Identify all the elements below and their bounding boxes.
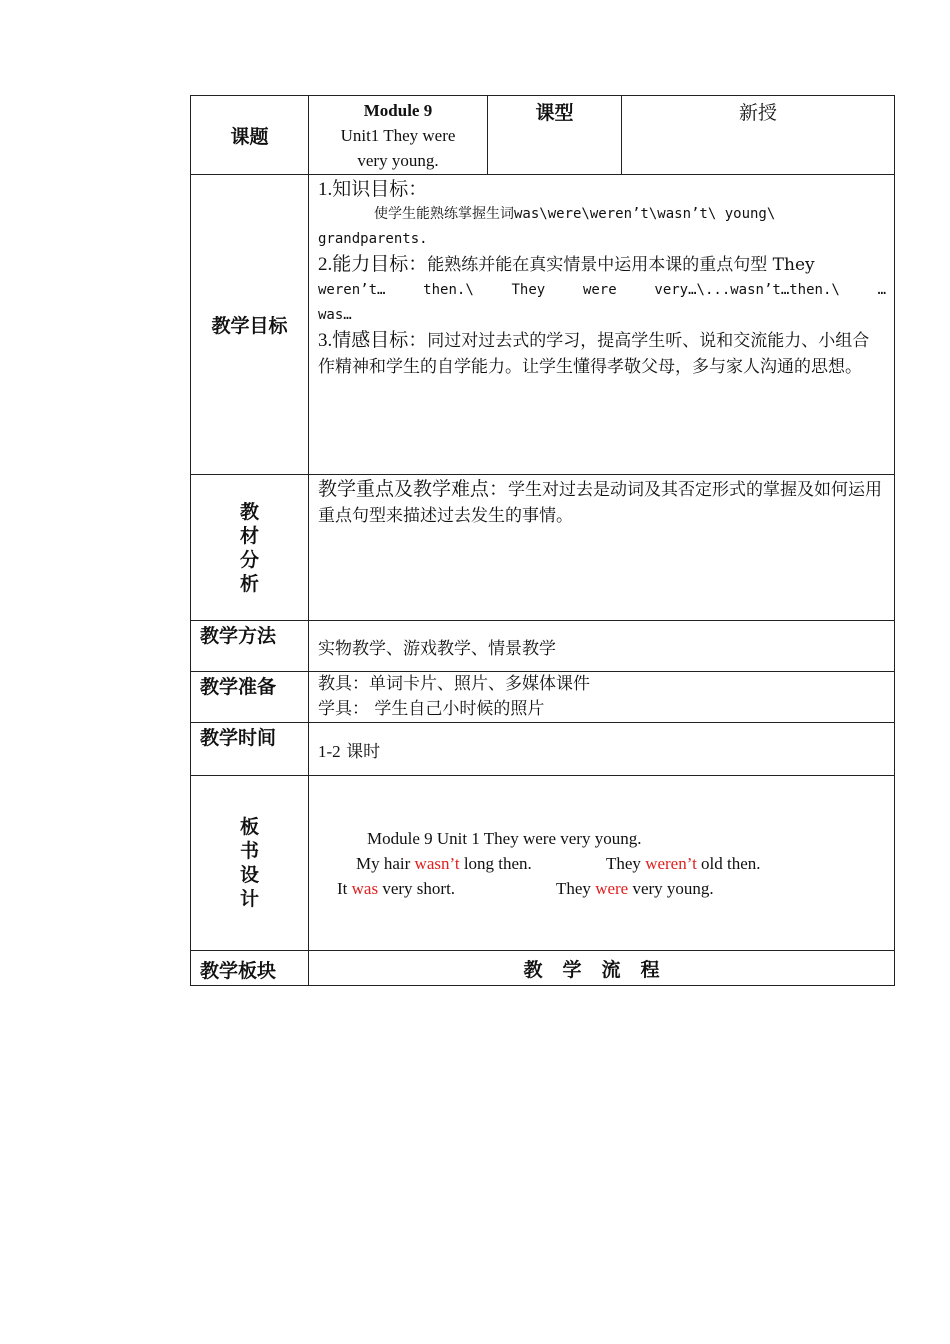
lesson-title (309, 96, 488, 175)
analysis-content (309, 475, 895, 621)
prep-teacher-tools: 教具：单词卡片、照片、多媒体课件 (318, 674, 590, 694)
time-label: 教学时间 (191, 723, 309, 776)
prep-label: 教学准备 (191, 672, 309, 723)
board-title: Module 9 Unit 1 They were very young. (367, 829, 642, 848)
board-sentence-hair: My hair wasn’t long then. (356, 854, 532, 873)
ability-objective-patterns-cont: was… (318, 307, 352, 323)
knowledge-objective-text-cont: grandparents. (318, 231, 428, 247)
time-row (191, 723, 895, 776)
flow-row (191, 951, 895, 986)
flow-label: 教学板块 (191, 951, 309, 986)
ability-objective-patterns: weren’t… then.\ They were very…\...wasn’t…then.\ … (318, 282, 886, 298)
board-design (309, 776, 895, 951)
objectives-content (309, 175, 895, 475)
prep-content (309, 672, 895, 723)
board-sentence-old: They weren’t old then. (606, 854, 761, 873)
board-label: 板 书 设 计 (191, 776, 309, 951)
analysis-label: 教 材 分 析 (191, 475, 309, 621)
lesson-title-unit-cont: very young. (357, 151, 439, 170)
board-line-1 (309, 851, 894, 876)
method-value: 实物教学、游戏教学、情景教学 (309, 621, 895, 672)
header-row (191, 96, 895, 175)
objectives-label: 教学目标 (191, 175, 309, 475)
topic-label: 课题 (191, 96, 309, 175)
method-label: 教学方法 (191, 621, 309, 672)
knowledge-objective-heading: 1.知识目标： (318, 178, 428, 200)
emotion-objective: 3.情感目标：同过对过去式的学习，提高学生听、说和交流能力、小组合作精神和学生的自学能力。让学生懂得孝敬父母，多与家人沟通的思想。 (318, 329, 870, 377)
method-row (191, 621, 895, 672)
analysis-heading: 教学重点及教学难点： (318, 478, 509, 500)
type-label: 课型 (488, 96, 622, 175)
board-sentence-young: They were very young. (556, 879, 714, 898)
analysis-row (191, 475, 895, 621)
flow-title: 教学流程 (309, 951, 895, 986)
lesson-plan-table (190, 95, 895, 986)
ability-objective: 2.能力目标：能熟练并能在真实情景中运用本课的重点句型 They (318, 253, 815, 275)
knowledge-objective-text: 使学生能熟练掌握生词was\were\weren’t\wasn’t\ young\ (374, 206, 776, 222)
prep-student-tools: 学具： 学生自己小时候的照片 (318, 699, 545, 719)
board-row (191, 776, 895, 951)
board-sentence-short: It was very short. (337, 879, 456, 898)
type-value: 新授 (622, 96, 895, 175)
lesson-title-unit: Unit1 They were (340, 126, 456, 145)
lesson-title-module: Module 9 (363, 101, 433, 120)
objectives-row (191, 175, 895, 475)
analysis-text: 学生对过去是动词及其否定形式的掌握及如何运用重点句型来描述过去发生的事情。 (318, 480, 883, 526)
time-value: 1-2 课时 (309, 723, 895, 776)
board-line-2 (309, 876, 894, 901)
prep-row (191, 672, 895, 723)
